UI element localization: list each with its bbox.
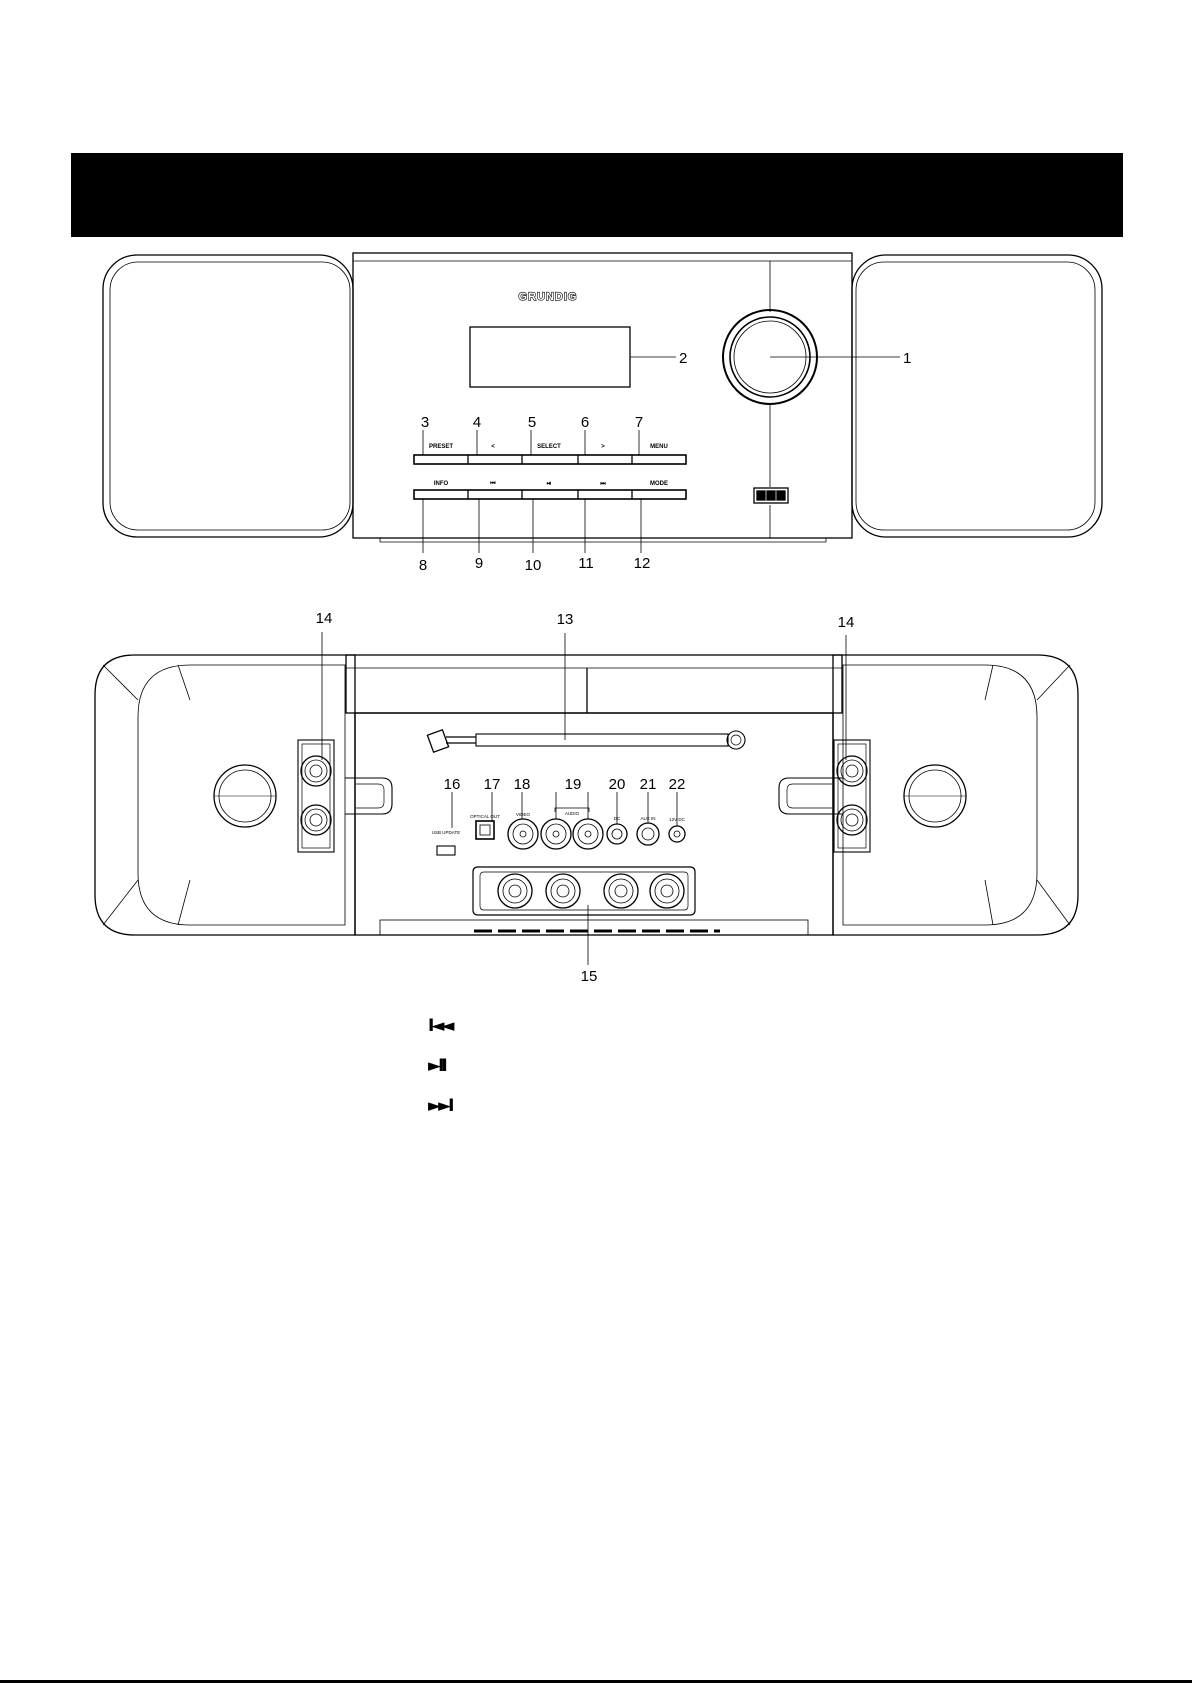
callout-22: 22 [668,776,686,793]
optical-out-port [476,821,494,839]
socket-label-optical-out: OPTICAL OUT [470,814,500,819]
button-label-prev: ⏮ [490,481,496,487]
prev-icon: I◄◄ [428,1016,452,1036]
symbol-row-prev [428,1006,451,1046]
button-label-mode: MODE [650,481,668,487]
front-left-speaker [103,255,353,537]
back-view [95,632,1078,965]
callout-3: 3 [420,414,430,431]
button-label-preset: PRESET [428,444,454,450]
callout-1: 1 [903,350,912,367]
speaker-output-panel [473,867,695,915]
next-icon: ►►I [428,1096,452,1116]
callout-13: 13 [556,611,574,628]
front-right-speaker [852,255,1102,537]
aux-in-socket [637,823,659,845]
callout-10: 10 [524,557,542,574]
callout-5: 5 [527,414,537,431]
callout-16: 16 [443,776,461,793]
symbol-row-next [428,1086,451,1126]
socket-label-audio: AUDIO [564,811,580,816]
callout-8: 8 [418,557,428,574]
socket-label-12v-dc: 12V DC [669,817,685,822]
button-label-play-pause: ⏯ [546,481,552,487]
callout-21: 21 [639,776,657,793]
audio-l-socket [541,819,571,849]
symbol-row-play-pause [428,1046,451,1086]
callout-2: 2 [679,350,688,367]
front-view [103,253,1102,553]
usb-update-port [437,846,455,855]
socket-label-dc: DC [613,816,621,821]
video-socket [508,819,538,849]
callout-12: 12 [633,555,651,572]
button-label-select: SELECT [537,444,561,450]
front-button-row-2 [414,490,686,499]
footer-rule [0,1680,1192,1683]
dc-socket [607,824,627,844]
brand-logo: GRUNDIG [518,291,578,303]
callout-4: 4 [472,414,482,431]
symbol-list [428,1006,451,1126]
callout-11: 11 [578,555,594,572]
callout-9: 9 [474,555,484,572]
callout-20: 20 [608,776,626,793]
button-label-left: < [491,444,495,450]
callout-18: 18 [513,776,531,793]
callout-14-left: 14 [315,610,333,627]
socket-label-video: VIDEO [515,812,531,817]
front-display [470,327,630,387]
callout-7: 7 [634,414,644,431]
dc12v-socket [669,826,685,842]
socket-label-usb-update: USB UPDATE [431,830,461,835]
callout-17: 17 [483,776,501,793]
button-label-info: INFO [433,481,449,487]
socket-label-aux-in: AUX IN [640,816,656,821]
button-label-next: ⏭ [600,481,606,487]
callout-19: 19 [564,776,582,793]
audio-r-socket [573,819,603,849]
callout-14-right: 14 [837,614,855,631]
back-left-speaker [95,655,355,935]
front-button-row-1 [414,455,686,464]
callout-15: 15 [580,968,598,985]
play-pause-icon: ►II [428,1056,445,1076]
button-label-right: > [601,444,605,450]
telescopic-antenna [427,730,745,752]
callout-6: 6 [580,414,590,431]
button-label-menu: MENU [650,444,668,450]
